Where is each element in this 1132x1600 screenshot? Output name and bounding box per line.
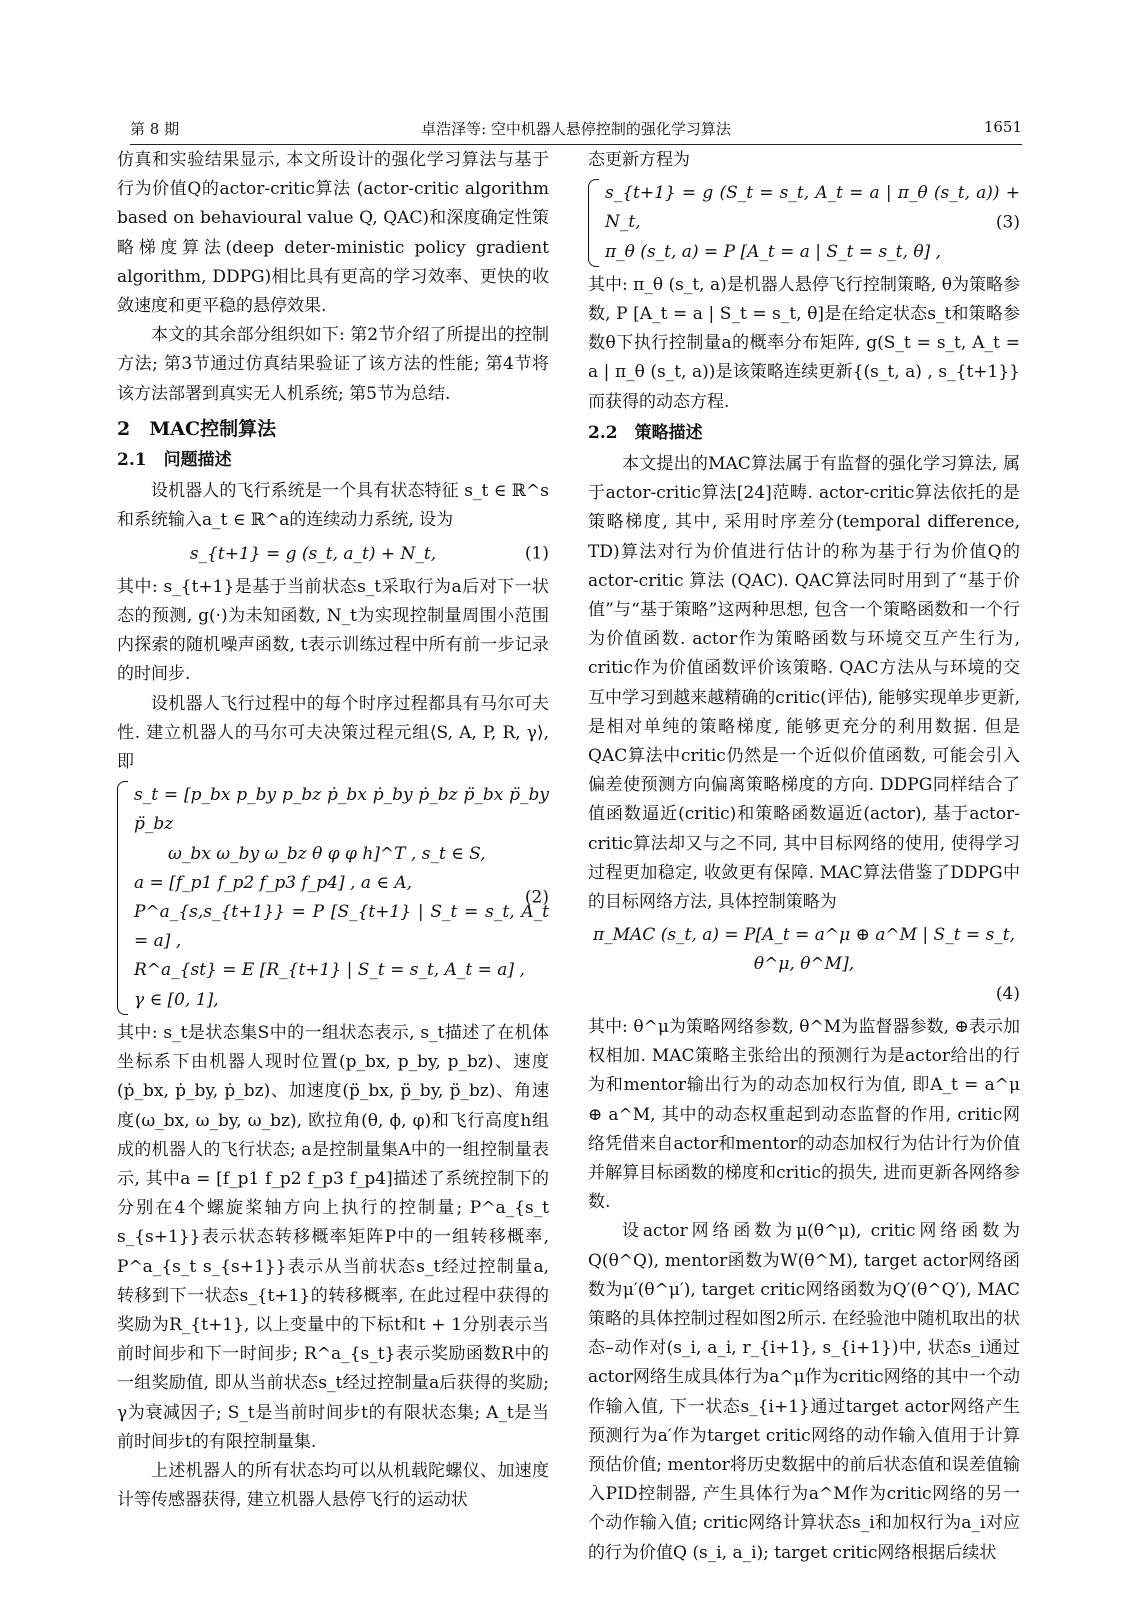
section-heading: 2 MAC控制算法 bbox=[117, 417, 277, 440]
paragraph: 其中: π_θ (s_t, a)是机器人悬停飞行控制策略, θ为策略参数, P [A_t = a | S_t = s_t, θ]是在给定状态s_t和策略参数θ下执行控制量a的概率分布矩阵, g(S_t = s_t, A_t = a | π_θ (s_t, a))是该策略连续更新{(s_t, a) , s_{t+1}}而获得的动态方程. bbox=[588, 274, 1020, 412]
paragraph: 设机器人飞行过程中的每个时序过程都具有马尔可夫性. 建立机器人的马尔可夫决策过程元组⟨S, A, P, R, γ⟩, 即 bbox=[117, 693, 549, 773]
paragraph: 设机器人的飞行系统是一个具有状态特征 s_t ∈ ℝ^s和系统输入a_t ∈ ℝ^a的连续动力系统, 设为 bbox=[117, 481, 549, 531]
equation-text: s_{t+1} = g (s_t, a_t) + N_t, bbox=[189, 543, 437, 564]
equation-number: (2) bbox=[524, 887, 549, 908]
issue-number: 第 8 期 bbox=[130, 120, 180, 138]
equation-2 bbox=[117, 781, 549, 1015]
equation-line: s_t = [p_bx p_by p_bz ṗ_bx ṗ_by ṗ_bz p̈_bx p̈_by p̈_bz bbox=[134, 785, 549, 835]
paragraph: 上述机器人的所有状态均可以从机载陀螺仪、加速度计等传感器获得, 建立机器人悬停飞行的运动状 bbox=[117, 1460, 549, 1511]
page-number: 1651 bbox=[983, 118, 1022, 136]
equation-line: π_θ (s_t, a) = P [A_t = a | S_t = s_t, θ] , bbox=[605, 241, 941, 262]
equation-text: π_MAC (s_t, a) = P[A_t = a^μ ⊕ a^M | S_t = s_t, θ^μ, θ^M], bbox=[592, 925, 1016, 975]
running-title: 卓浩泽等: 空中机器人悬停控制的强化学习算法 bbox=[421, 120, 731, 138]
subsection-heading: 2.2 策略描述 bbox=[588, 422, 703, 443]
left-column bbox=[117, 146, 549, 1515]
equation-line: P^a_{s,s_{t+1}} = P [S_{t+1} | S_t = s_t, A_t = a] , bbox=[134, 902, 549, 952]
paragraph: 其中: s_{t+1}是基于当前状态s_t采取行为a后对下一状态的预测, g(·)为未知函数, N_t为实现控制量周围小范围内探索的随机噪声函数, t表示训练过程中所有前一步记录的时间步. bbox=[117, 576, 549, 685]
left-brace bbox=[588, 179, 599, 267]
equation-line: ω_bx ω_by ω_bz θ φ φ h]^T , s_t ∈ S, bbox=[134, 843, 486, 864]
paragraph: 设actor网络函数为μ(θ^μ), critic网络函数为Q(θ^Q), mentor函数为W(θ^M), target actor网络函数为μ′(θ^μ′), target critic网络函数为Q′(θ^Q′), MAC策略的具体控制过程如图2所示. 在经验池中随机取出的状态–动作对(s_i, a_i, r_{i+1}, s_{i+1})中, 状态s_i通过actor网络生成具体行为a^μ作为critic网络的其中一个动作输入值, 下一状态s_{i+1}通过target actor网络产生预测行为a′作为target critic网络的动作输入值用于计算预估价值; mentor将历史数据中的前后状态值和误差值输入PID控制器, 产生具体行为a^M作为critic网络的另一个动作输入值; critic网络计算状态s_i和加权行为a_i对应的行为价值Q (s_i, a_i); target critic网络根据后续状 bbox=[588, 1221, 1020, 1563]
equation-3 bbox=[588, 179, 1020, 267]
paragraph: 仿真和实验结果显示, 本文所设计的强化学习算法与基于行为价值Q的actor-critic算法 (actor-critic algorithm based on behavioural value Q, QAC)和深度确定性策略梯度算法(deep deter-ministic policy gradient algorithm, DDPG)相比具有更高的学习效率、更快的收敛速度和更平稳的悬停效果. bbox=[117, 150, 549, 317]
right-column bbox=[588, 146, 1020, 1568]
equation-line: R^a_{st} = E [R_{t+1} | S_t = s_t, A_t = a] , bbox=[134, 960, 525, 981]
paragraph: 其中: θ^μ为策略网络参数, θ^M为监督器参数, ⊕表示加权相加. MAC策略主张给出的预测行为是actor给出的行为和mentor输出行为的动态加权行为值, 即A_t = a^μ ⊕ a^M, 其中的动态权重起到动态监督的作用, critic网络凭借来自actor和mentor的动态加权行为估计行为价值并解算目标函数的梯度和critic的损失, 进而更新各网络参数. bbox=[588, 1016, 1020, 1213]
equation-number: (4) bbox=[995, 983, 1020, 1004]
equation-line: γ ∈ [0, 1], bbox=[134, 989, 219, 1010]
paragraph: 态更新方程为 bbox=[588, 150, 690, 170]
running-header bbox=[130, 114, 1022, 145]
paragraph: 本文提出的MAC算法属于有监督的强化学习算法, 属于actor-critic算法[24]范畴. actor-critic算法依托的是策略梯度, 其中, 采用时序差分(temporal difference, TD)算法对行为价值进行估计的称为基于行为价值Q的actor-critic 算法 (QAC). QAC算法同时用到了“基于价值”与“基于策略”这两种思想, 包含一个策略函数和一个行为价值函数. actor作为策略函数与环境交互产生行为, critic作为价值函数评价该策略. QAC方法从与环境的交互中学习到越来越精确的critic(评估), 能够实现单步更新, 是相对单纯的策略梯度, 能够更充分的利用数据. 但是QAC算法中critic仍然是一个近似价值函数, 可能会引入偏差使预测方向偏离策略梯度的方向. DDPG同样结合了值函数逼近(critic)和策略函数逼近(actor), 基于actor-critic算法却又与之不同, 其中目标网络的使用, 使得学习过程更加稳定, 收敛更有保障. MAC算法借鉴了DDPG中的目标网络方法, 具体控制策略为 bbox=[588, 454, 1020, 913]
paragraph: 其中: s_t是状态集S中的一组状态表示, s_t描述了在机体坐标系下由机器人现时位置(p_bx, p_by, p_bz)、速度(ṗ_bx, ṗ_by, ṗ_bz)、加速度(p̈_bx, p̈_by, p̈_bz)、角速度(ω_bx, ω_by, ω_bz), 欧拉角(θ, ϕ, φ)和飞行高度h组成的机器人的飞行状态; a是控制量集A中的一组控制量表示, 其中a = [f_p1 f_p2 f_p3 f_p4]描述了系统控制下的分别在4个螺旋桨轴方向上执行的控制量; P^a_{s_t s_{s+1}}表示状态转移概率矩阵P中的一组转移概率, P^a_{s_t s_{s+1}}表示从当前状态s_t经过控制量a, 转移到下一状态s_{t+1}的转移概率, 在此过程中获得的奖励为R_{t+1}, 以上变量中的下标t和t + 1分别表示当前时间步和下一时间步; R^a_{s_t}表示奖励函数R中的一组奖励值, 即从当前状态s_t经过控制量a后获得的奖励; γ为衰减因子; S_t是当前时间步t的有限状态集; A_t是当前时间步t的有限控制量集. bbox=[117, 1022, 549, 1452]
equation-line: a = [f_p1 f_p2 f_p3 f_p4] , a ∈ A, bbox=[134, 872, 413, 893]
paragraph: 本文的其余部分组织如下: 第2节介绍了所提出的控制方法; 第3节通过仿真结果验证了该方法的性能; 第4节将该方法部署到真实无人机系统; 第5节为总结. bbox=[117, 325, 549, 404]
equation-line: s_{t+1} = g (S_t = s_t, A_t = a | π_θ (s_t, a)) + N_t, bbox=[605, 183, 1020, 233]
equation-number: (1) bbox=[524, 543, 549, 564]
equation-4 bbox=[588, 921, 1020, 1009]
left-brace bbox=[117, 781, 128, 1015]
equation-1 bbox=[117, 540, 549, 569]
equation-number: (3) bbox=[995, 212, 1020, 233]
subsection-heading: 2.1 问题描述 bbox=[117, 450, 232, 471]
